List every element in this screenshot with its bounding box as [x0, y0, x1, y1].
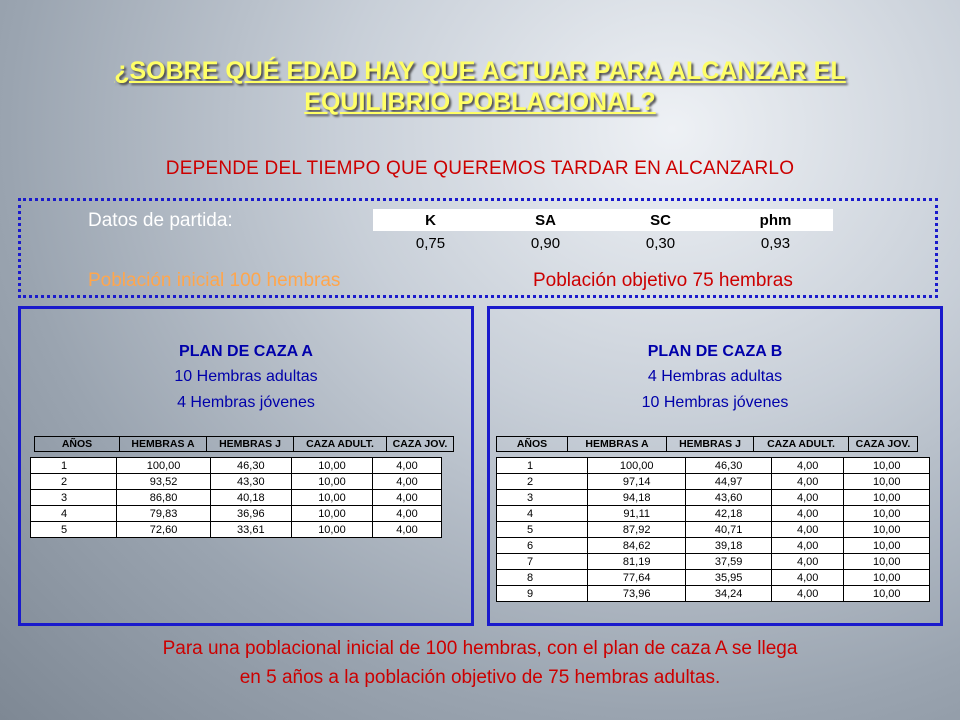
plan-a-col-hembras-j: HEMBRAS J [207, 437, 294, 452]
table-cell: 4 [497, 506, 588, 522]
param-value-k: 0,75 [415, 234, 446, 252]
poblacion-inicial: Población inicial 100 hembras [88, 270, 341, 291]
table-cell: 4,00 [771, 570, 844, 586]
table-cell: 10,00 [291, 458, 372, 474]
plan-b-col-caza-adult: CAZA ADULT. [754, 437, 849, 452]
table-cell: 10,00 [844, 586, 930, 602]
parameters-table [373, 209, 833, 255]
table-row [497, 506, 930, 522]
plan-b-adultas: 4 Hembras adultas [647, 368, 783, 385]
table-cell: 37,59 [686, 554, 771, 570]
table-row [31, 490, 442, 506]
table-cell: 79,83 [117, 506, 210, 522]
table-row [31, 474, 442, 490]
datos-partida-label: Datos de partida: [88, 210, 233, 231]
table-cell: 2 [31, 474, 117, 490]
table-cell: 43,30 [210, 474, 291, 490]
conclusion-line-1: Para una poblacional inicial de 100 hembras, con el plan de caza A se llega [162, 638, 798, 659]
plan-b-col-anos: AÑOS [497, 437, 568, 452]
table-cell: 40,71 [686, 522, 771, 538]
table-row [497, 458, 930, 474]
table-cell: 10,00 [844, 538, 930, 554]
poblacion-objetivo: Población objetivo 75 hembras [533, 270, 793, 291]
plan-b-data-table [496, 457, 930, 602]
table-cell: 1 [31, 458, 117, 474]
table-row [497, 554, 930, 570]
table-cell: 72,60 [117, 522, 210, 538]
table-cell: 94,18 [587, 490, 685, 506]
table-cell: 39,18 [686, 538, 771, 554]
plan-b-col-caza-jov: CAZA JOV. [849, 437, 918, 452]
plan-a-data-table [30, 457, 442, 538]
plan-b-table-header [496, 436, 918, 452]
table-cell: 6 [497, 538, 588, 554]
conclusion-line-2: en 5 años a la población objetivo de 75 hembras adultas. [239, 667, 721, 688]
table-cell: 10,00 [291, 490, 372, 506]
table-cell: 4,00 [373, 490, 442, 506]
table-cell: 87,92 [587, 522, 685, 538]
plan-a-col-anos: AÑOS [35, 437, 120, 452]
plan-a-title: PLAN DE CAZA A [179, 343, 313, 360]
table-cell: 42,18 [686, 506, 771, 522]
table-cell: 10,00 [291, 506, 372, 522]
table-row [497, 474, 930, 490]
plan-b-title: PLAN DE CAZA B [647, 343, 783, 360]
plan-a-col-hembras-a: HEMBRAS A [120, 437, 207, 452]
table-cell: 34,24 [686, 586, 771, 602]
table-cell: 46,30 [210, 458, 291, 474]
table-row [31, 458, 442, 474]
table-cell: 4,00 [771, 474, 844, 490]
table-cell: 91,11 [587, 506, 685, 522]
conclusion-text [0, 634, 960, 692]
table-cell: 4,00 [771, 554, 844, 570]
table-row [497, 538, 930, 554]
plan-a-adultas: 10 Hembras adultas [174, 368, 318, 385]
table-cell: 100,00 [587, 458, 685, 474]
table-cell: 4,00 [771, 586, 844, 602]
table-row [497, 570, 930, 586]
table-cell: 43,60 [686, 490, 771, 506]
table-cell: 46,30 [686, 458, 771, 474]
table-cell: 7 [497, 554, 588, 570]
table-row [31, 506, 442, 522]
table-cell: 4,00 [771, 458, 844, 474]
table-cell: 4,00 [373, 474, 442, 490]
param-value-phm: 0,93 [760, 234, 791, 252]
table-cell: 4 [31, 506, 117, 522]
table-cell: 10,00 [844, 490, 930, 506]
table-row [31, 522, 442, 538]
param-header-sa: SA [488, 209, 603, 231]
table-cell: 10,00 [844, 474, 930, 490]
table-cell: 36,96 [210, 506, 291, 522]
table-cell: 3 [497, 490, 588, 506]
table-cell: 5 [497, 522, 588, 538]
slide-title: ¿SOBRE QUÉ EDAD HAY QUE ACTUAR PARA ALCANZAR EL EQUILIBRIO POBLACIONAL? [114, 57, 846, 116]
table-cell: 4,00 [771, 490, 844, 506]
table-cell: 10,00 [844, 554, 930, 570]
table-cell: 10,00 [844, 506, 930, 522]
table-cell: 2 [497, 474, 588, 490]
table-cell: 81,19 [587, 554, 685, 570]
table-cell: 10,00 [291, 474, 372, 490]
table-cell: 10,00 [291, 522, 372, 538]
table-cell: 8 [497, 570, 588, 586]
table-cell: 10,00 [844, 458, 930, 474]
plan-b-col-hembras-a: HEMBRAS A [568, 437, 667, 452]
table-cell: 10,00 [844, 522, 930, 538]
plan-a-col-caza-adult: CAZA ADULT. [294, 437, 387, 452]
table-cell: 10,00 [844, 570, 930, 586]
table-cell: 9 [497, 586, 588, 602]
plan-a-col-caza-jov: CAZA JOV. [387, 437, 454, 452]
slide-subtitle: DEPENDE DEL TIEMPO QUE QUEREMOS TARDAR EN ALCANZARLO [165, 158, 795, 179]
plan-b-jovenes: 10 Hembras jóvenes [641, 394, 789, 411]
table-row [497, 522, 930, 538]
table-cell: 4,00 [771, 538, 844, 554]
table-cell: 4,00 [771, 506, 844, 522]
table-cell: 77,64 [587, 570, 685, 586]
table-cell: 33,61 [210, 522, 291, 538]
param-header-k: K [373, 209, 488, 231]
param-header-sc: SC [603, 209, 718, 231]
param-value-sa: 0,90 [530, 234, 561, 252]
table-cell: 97,14 [587, 474, 685, 490]
table-row [497, 586, 930, 602]
table-cell: 4,00 [373, 506, 442, 522]
plan-b-col-hembras-j: HEMBRAS J [667, 437, 754, 452]
table-cell: 44,97 [686, 474, 771, 490]
table-cell: 40,18 [210, 490, 291, 506]
param-header-phm: phm [718, 209, 833, 231]
table-cell: 3 [31, 490, 117, 506]
plan-a-table-header [34, 436, 454, 452]
table-cell: 4,00 [373, 458, 442, 474]
param-value-sc: 0,30 [645, 234, 676, 252]
table-cell: 1 [497, 458, 588, 474]
table-row [497, 490, 930, 506]
plan-a-jovenes: 4 Hembras jóvenes [177, 394, 315, 411]
table-cell: 93,52 [117, 474, 210, 490]
table-cell: 4,00 [771, 522, 844, 538]
table-cell: 35,95 [686, 570, 771, 586]
table-cell: 5 [31, 522, 117, 538]
table-cell: 4,00 [373, 522, 442, 538]
table-cell: 100,00 [117, 458, 210, 474]
table-cell: 84,62 [587, 538, 685, 554]
table-cell: 86,80 [117, 490, 210, 506]
table-cell: 73,96 [587, 586, 685, 602]
